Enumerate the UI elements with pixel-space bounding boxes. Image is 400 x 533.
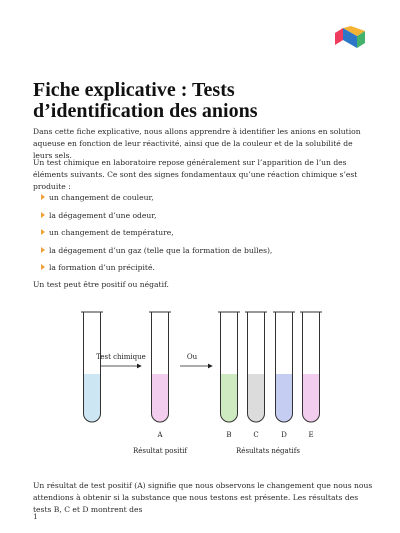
tube-liquid [248, 374, 265, 422]
list-item: un changement de couleur, [33, 192, 272, 210]
test-result-paragraph: Un test peut être positif ou négatif. [33, 280, 169, 289]
tube-liquid [84, 374, 101, 422]
list-item: la dégagement d’un gaz (telle que la formation de bulles), [33, 245, 272, 263]
tube-label: E [308, 431, 314, 439]
tube-liquid [276, 374, 293, 422]
intro-paragraph: Dans cette fiche explicative, nous allons apprendre à identifier les anions en solution aqueuse en fonction de leur réactivité, ainsi que de la couleur et de la solubilité de leurs sels. [33, 127, 361, 160]
tube-label: C [253, 431, 259, 439]
tube-liquid [303, 374, 320, 422]
positive-result-caption: Résultat positif [133, 447, 187, 455]
tube-label: D [281, 431, 287, 439]
test-tube [81, 312, 103, 422]
bullet-arrow-icon [41, 212, 45, 218]
test-tubes-diagram [0, 300, 400, 470]
page-title: Fiche explicative : Tests d’identification des anions [33, 79, 258, 122]
bullet-arrow-icon [41, 229, 45, 235]
test-tube [300, 312, 322, 422]
test-tube [218, 312, 240, 422]
negative-results-caption: Résultats négatifs [236, 447, 300, 455]
list-item: un changement de température, [33, 227, 272, 245]
positive-result-paragraph: Un résultat de test positif (A) signifie que nous observons le changement que nous nous attendions à obtenir si la substance que nous testons est présente. Les résultats des tests B, C et D montrent des [33, 481, 373, 514]
test-tube [273, 312, 295, 422]
signs-list [33, 192, 272, 280]
bullet-arrow-icon [41, 194, 45, 200]
test-tube [245, 312, 267, 422]
list-item: la formation d’un précipité. [33, 262, 272, 280]
tube-label: B [226, 431, 232, 439]
bullet-arrow-icon [41, 264, 45, 270]
test-tube [149, 312, 171, 422]
list-item: la dégagement d’une odeur, [33, 210, 272, 228]
tube-liquid [152, 374, 169, 422]
tube-liquid [221, 374, 238, 422]
tube-label: A [157, 431, 163, 439]
nagwa-logo-icon [333, 26, 367, 52]
bullet-arrow-icon [41, 247, 45, 253]
or-arrow-label: Ou [186, 353, 198, 361]
signs-paragraph: Un test chimique en laboratoire repose généralement sur l’apparition de l’un des éléments suivants. Ce sont des signes fondamentaux qu’une réaction chimique s’est produite : [33, 158, 358, 191]
page-number: 1 [33, 512, 38, 521]
reaction-arrow-label: Test chimique [96, 353, 146, 361]
